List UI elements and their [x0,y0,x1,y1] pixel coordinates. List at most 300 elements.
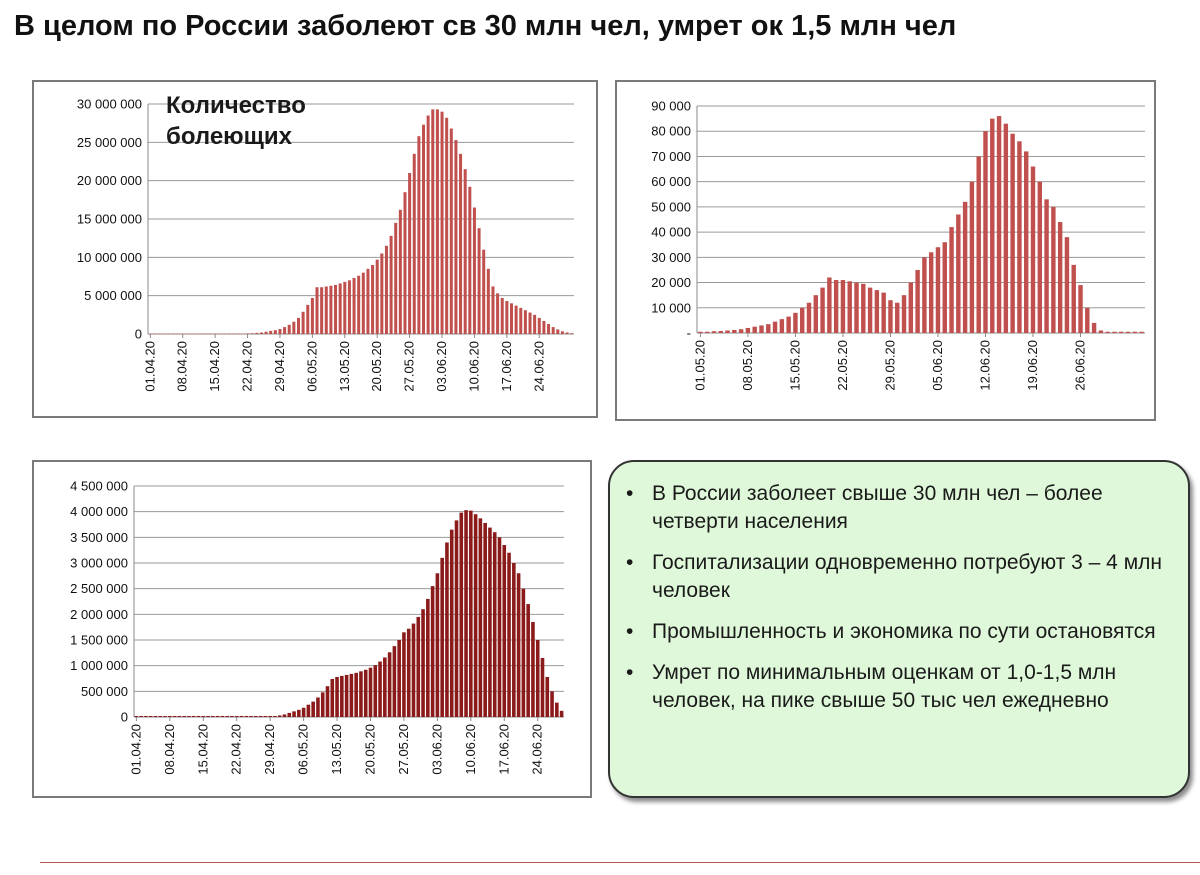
bar [274,330,277,334]
bar [531,622,535,717]
y-tick-label: 4 500 000 [70,478,128,494]
bar [436,109,439,334]
summary-item-text: В России заболеет свыше 30 млн чел – более четверти населения [652,482,1103,533]
bar [909,283,913,333]
bar [983,131,987,333]
x-tick-label: 17.06.20 [498,341,514,392]
bar [1044,199,1048,333]
bar [766,324,770,333]
bar [139,716,143,717]
x-tick-label: 20.05.20 [362,724,378,775]
y-tick-label: 3 000 000 [70,555,128,571]
bar [834,280,838,333]
x-tick-label: 29.04.20 [271,341,287,392]
x-tick-label: 05.06.20 [929,340,945,391]
bar [330,679,334,717]
bar [895,303,899,333]
bar [478,228,481,334]
bar [533,315,536,334]
bar [498,537,502,717]
bar [278,329,281,334]
bar [445,118,448,334]
bar [936,247,940,333]
bar [529,313,532,334]
bar [875,290,879,333]
bar [493,532,497,717]
x-tick-label: 08.05.20 [739,340,755,391]
bar [259,716,263,717]
bar [393,646,397,717]
bar [218,334,221,335]
bar [524,310,527,334]
y-tick-label: 25 000 000 [76,134,142,150]
bar [459,154,462,334]
bar [416,617,420,717]
x-tick-label: 08.04.20 [174,341,190,392]
bar [326,686,330,717]
bar [464,510,468,717]
bar [949,227,953,333]
bar [388,652,392,717]
bar [990,119,994,333]
bar [297,318,300,334]
bar [705,332,709,333]
bar [848,281,852,333]
bar [1099,330,1103,333]
bar [1024,151,1028,333]
bar [246,333,249,334]
bar [1126,332,1130,333]
bar [459,513,463,717]
x-tick-label: 29.04.20 [262,724,278,775]
bar [204,334,207,335]
bar [561,331,564,334]
bar [167,334,170,335]
bar [1078,285,1082,333]
bar [394,223,397,334]
bar [800,308,804,333]
bar [240,716,244,717]
bar [421,609,425,717]
bar [488,528,492,717]
x-tick-label: 08.04.20 [161,724,177,775]
bar [302,312,305,334]
bar [223,334,226,335]
bar [854,283,858,333]
y-tick-label: 1 500 000 [70,632,128,648]
bar [278,715,282,717]
bar [135,716,139,717]
sick-chart-label: Количество болеющих [166,92,306,150]
bar [1092,323,1096,333]
bar [698,332,702,333]
bar [820,288,824,333]
bar [555,703,559,717]
bar [545,677,549,717]
bar [268,716,272,717]
bar [426,599,430,717]
bar [566,332,569,334]
bar [922,257,926,333]
bar [232,334,235,335]
x-tick-label: 24.06.20 [529,724,545,775]
summary-item-text: Госпитализации одновременно потребуют 3 – 4 млн человек [652,551,1162,602]
bar [556,329,559,334]
bar [265,332,268,334]
x-tick-label: 12.06.20 [977,340,993,391]
bar [321,692,325,717]
bar [340,676,344,717]
bar [881,293,885,333]
bar [570,333,573,334]
bar [149,716,153,717]
x-tick-label: 15.05.20 [787,340,803,391]
bar [307,705,311,717]
bar [292,322,295,334]
bar [249,716,253,717]
y-tick-label: 60 000 [651,174,691,190]
bar [316,287,319,334]
bar [163,334,166,335]
hospitalized-chart [34,462,590,796]
y-tick-label: 4 000 000 [70,504,128,520]
bar [1112,332,1116,333]
bar [311,298,314,334]
bar [814,295,818,333]
bar [976,156,980,333]
bar [1004,124,1008,333]
bar [712,331,716,333]
bar [383,657,387,717]
x-tick-label: 13.05.20 [329,724,345,775]
bar [354,673,358,717]
bar [793,313,797,333]
bar [306,305,309,334]
bar [235,716,239,717]
bar [385,246,388,334]
bar [526,604,530,717]
bar [436,573,440,717]
bar [431,586,435,717]
bar [195,334,198,335]
bar [1119,332,1123,333]
bar [427,116,430,335]
bar [560,711,564,717]
bar [445,542,449,717]
x-tick-label: 06.05.20 [295,724,311,775]
bullet-icon: • [626,661,634,684]
bar [541,658,545,717]
bar [719,331,723,333]
bar [172,334,175,335]
summary-item [626,618,1170,646]
y-tick-label: 500 000 [81,683,128,699]
bar [536,640,540,717]
bar [780,319,784,333]
y-tick-label: 40 000 [651,224,691,240]
bar [329,286,332,334]
bar [255,333,258,334]
y-tick-label: 0 [134,326,142,342]
x-tick-label: 10.06.20 [462,724,478,775]
bar [970,182,974,333]
bar [501,298,504,334]
bar [244,716,248,717]
hospitalized-chart-frame [32,460,592,798]
bar [345,675,349,717]
bar [732,330,736,333]
bar [752,327,756,333]
x-tick-label: 29.05.20 [882,340,898,391]
bar [197,716,201,717]
y-tick-label: 90 000 [651,98,691,114]
bar [1105,332,1109,333]
deaths-chart [617,82,1154,419]
bar [209,334,212,335]
bullet-icon: • [626,482,634,505]
bar [482,250,485,334]
y-tick-label: 20 000 [651,275,691,291]
y-tick-label: 15 000 000 [76,211,142,227]
y-tick-label: - [686,325,691,341]
bar [496,293,499,334]
summary-item-text: Умрет по минимальным оценкам от 1,0-1,5 млн человек, на пике свыше 50 тыс чел ежедневно [652,661,1117,712]
bar [538,318,541,334]
y-tick-label: 30 000 000 [76,96,142,112]
bar [455,520,459,717]
bar [841,280,845,333]
y-tick-label: 30 000 [651,249,691,265]
bar [200,334,203,335]
x-tick-label: 20.05.20 [369,341,385,392]
bar [491,286,494,334]
bar [1139,332,1143,333]
bar [339,283,342,334]
bar [192,716,196,717]
bar [380,254,383,335]
bar [479,518,483,717]
x-tick-label: 22.04.20 [239,341,255,392]
bar [353,278,356,334]
bar [517,573,521,717]
bar [997,116,1001,333]
bar [373,665,377,717]
bar [371,265,374,334]
bar [1133,332,1137,333]
bar [366,269,369,334]
bar [316,697,320,717]
sick-chart-frame [32,80,598,418]
bar [522,589,526,717]
bar [376,260,379,334]
bar [402,632,406,717]
bar [154,716,158,717]
bar [201,716,205,717]
bar [311,702,315,717]
bar [378,662,382,717]
x-tick-label: 17.06.20 [496,724,512,775]
bar [269,331,272,334]
bar [273,716,277,717]
y-tick-label: 70 000 [651,148,691,164]
bar [773,322,777,333]
bar [163,716,167,717]
bar [786,317,790,333]
bullet-icon: • [626,620,634,643]
x-tick-label: 26.06.20 [1072,340,1088,391]
bar [158,334,161,335]
bar [408,173,411,334]
x-tick-label: 01.05.20 [692,340,708,391]
bar [487,269,490,334]
bar [512,563,516,717]
bar [362,273,365,334]
summary-callout [608,460,1190,798]
bar [739,329,743,333]
bar [450,530,454,717]
bar [364,670,368,717]
y-tick-label: 80 000 [651,123,691,139]
bar [153,334,156,335]
bar [807,303,811,333]
bar [464,169,467,334]
x-tick-label: 27.05.20 [401,341,417,392]
bar [1085,308,1089,333]
bar [292,711,296,717]
y-tick-label: 5 000 000 [84,288,142,304]
bar [412,624,416,717]
bar [861,284,865,333]
bar [357,276,360,334]
bar [237,334,240,335]
bar [251,333,254,334]
bar [552,327,555,334]
bar [759,325,763,333]
x-tick-label: 19.06.20 [1025,340,1040,391]
bar [1010,134,1014,333]
bar [502,545,506,717]
bar [963,202,967,333]
x-tick-label: 15.04.20 [195,724,211,775]
bar [225,716,229,717]
bar [334,285,337,334]
bar [211,716,215,717]
summary-item-text: Промышленность и экономика по сути остановятся [652,620,1156,643]
bar [325,286,328,334]
bar [348,280,351,334]
bar [283,714,287,717]
bar [403,192,406,334]
bar [1031,167,1035,333]
summary-item [626,549,1170,605]
bar [902,295,906,333]
bar [186,334,189,335]
y-tick-label: 20 000 000 [76,173,142,189]
bar [547,324,550,334]
bar [417,136,420,334]
slide-title: В целом по России заболеют св 30 млн чел, умрет ок 1,5 млн чел [14,10,957,42]
bar [297,710,301,717]
y-tick-label: 10 000 [651,300,691,316]
summary-item [626,659,1170,715]
bar [441,112,444,334]
bar [454,140,457,334]
bar [221,716,225,717]
bar [216,716,220,717]
footer-divider [40,862,1200,863]
x-tick-label: 01.04.20 [128,724,144,775]
y-tick-label: 50 000 [651,199,691,215]
bar [473,208,476,335]
bar [1072,265,1076,333]
bar [158,716,162,717]
bar [505,301,508,334]
bar [507,553,511,717]
bar [431,109,434,334]
bar [943,242,947,333]
bar [168,716,172,717]
bar [173,716,177,717]
bar [1017,141,1021,333]
x-tick-label: 13.05.20 [336,341,352,392]
y-tick-label: 0 [120,709,128,725]
bar [182,716,186,717]
bar [399,210,402,334]
bar [468,187,471,334]
bar [190,334,193,335]
bar [542,321,545,334]
bar [827,278,831,333]
bar [550,691,554,717]
bar [335,677,339,717]
x-tick-label: 03.06.20 [429,724,445,775]
x-tick-label: 10.06.20 [466,341,482,392]
bar [369,668,373,717]
bar [206,716,210,717]
bar [510,303,513,334]
bar [230,716,234,717]
summary-item [626,480,1170,536]
bullet-icon: • [626,551,634,574]
y-tick-label: 1 000 000 [70,658,128,674]
bar [228,334,231,335]
bar [359,671,363,717]
bar [440,558,444,717]
bar [422,125,425,334]
bar [320,287,323,334]
bar [929,252,933,333]
bar [1051,207,1055,333]
bar [283,327,286,334]
bar [515,306,518,334]
y-tick-label: 10 000 000 [76,249,142,265]
bar [868,288,872,333]
x-tick-label: 01.04.20 [142,341,158,392]
bar [302,708,306,717]
bar [956,214,960,333]
bar [178,716,182,717]
bar [288,325,291,334]
bar [187,716,191,717]
bar [254,716,258,717]
bar [413,154,416,334]
y-tick-label: 2 500 000 [70,581,128,597]
bar [397,640,401,717]
x-tick-label: 15.04.20 [207,341,223,392]
bar [1038,182,1042,333]
bar [746,328,750,333]
bar [725,330,729,333]
